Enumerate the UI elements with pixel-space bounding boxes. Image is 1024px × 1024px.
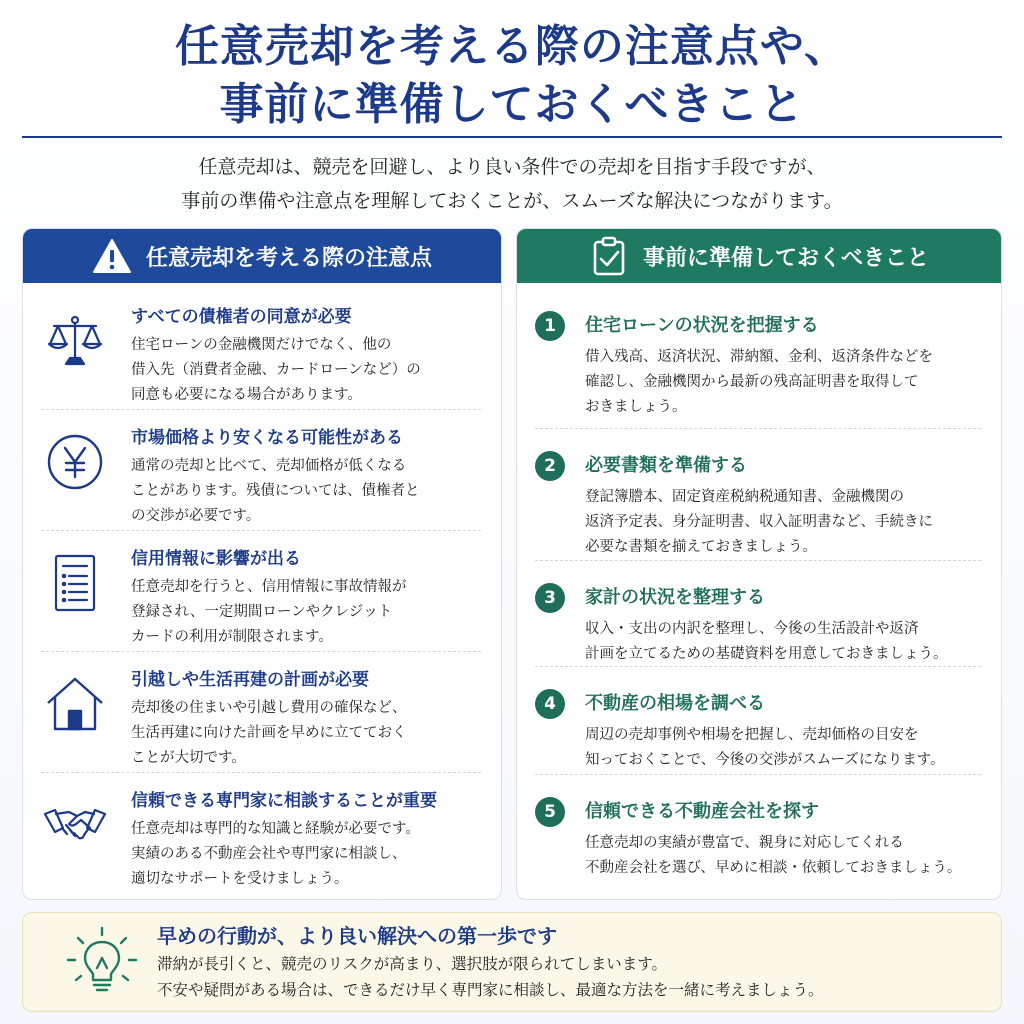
step-line: 知っておくことで、今後の交渉がスムーズになります。 — [585, 752, 945, 768]
cautions-header — [23, 229, 501, 283]
intro-line-1: 任意売却は、競売を回避し、より良い条件での売却を目指す手段ですが、 — [198, 156, 826, 178]
lightbulb-icon — [57, 917, 147, 1007]
caution-line: 売却後の住まいや引越し費用の確保など、 — [131, 700, 407, 716]
caution-line: 登録され、一定期間ローンやクレジット — [131, 604, 393, 620]
scale-icon — [41, 307, 109, 375]
caution-item — [41, 531, 481, 652]
step-number: 2 — [535, 451, 565, 481]
step-line: 必要な書類を揃えておきましょう。 — [585, 539, 817, 555]
caution-line: 同意も必要になる場合があります。 — [131, 387, 362, 403]
step-number: 4 — [535, 689, 565, 719]
banner-line-1: 滞納が長引くと、競売のリスクが高まり、選択肢が限られてしまいます。 — [157, 955, 667, 973]
caution-line: ことがあります。残債については、債権者と — [131, 483, 420, 499]
step-number: 5 — [535, 797, 565, 827]
intro-line-2: 事前の準備や注意点を理解しておくことが、スムーズな解決につながります。 — [181, 190, 843, 212]
title-line-1: 任意売却を考える際の注意点や、 — [174, 21, 850, 72]
step-line: 返済予定表、身分証明書、収入証明書など、手続きに — [585, 514, 933, 530]
step-number: 3 — [535, 583, 565, 613]
step-text — [585, 345, 981, 420]
step-title: 不動産の相場を調べる — [585, 693, 765, 714]
caution-title: 信用情報に影響が出る — [131, 549, 301, 569]
caution-text — [131, 817, 481, 892]
caution-line: 任意売却は専門的な知識と経験が必要です。 — [131, 821, 420, 837]
step-number: 1 — [535, 311, 565, 341]
step-line: 確認し、金融機関から最新の残高証明書を取得して — [585, 374, 919, 390]
caution-title: 信頼できる専門家に相談することが重要 — [131, 791, 437, 811]
clipboard-check-icon — [589, 236, 629, 276]
step-item — [535, 289, 981, 429]
title-line-2: 事前に準備しておくべきこと — [219, 79, 805, 130]
step-line: 収入・支出の内訳を整理し、今後の生活設計や返済 — [585, 621, 919, 637]
caution-line: カードの利用が制限されます。 — [131, 629, 333, 645]
caution-item — [41, 773, 481, 894]
caution-line: 借入先（消費者金融、カードローンなど）の — [131, 362, 421, 378]
step-line: おきましょう。 — [585, 399, 687, 415]
yen-icon — [41, 428, 109, 496]
preparation-header-label: 事前に準備しておくべきこと — [642, 245, 929, 271]
step-text — [585, 485, 981, 560]
caution-line: 実績のある不動産会社や専門家に相談し、 — [131, 846, 407, 862]
step-line: 借入残高、返済状況、滞納額、金利、返済条件などを — [585, 349, 933, 365]
step-title: 信頼できる不動産会社を探す — [585, 801, 819, 822]
caution-line: 通常の売却と比べて、売却価格が低くなる — [131, 458, 407, 474]
caution-item — [41, 410, 481, 531]
title-divider — [22, 136, 1002, 138]
step-line: 不動産会社を選び、早めに相談・依頼しておきましょう。 — [585, 860, 962, 876]
step-text — [585, 831, 981, 881]
step-line: 任意売却の実績が豊富で、親身に対応してくれる — [585, 835, 904, 851]
warning-icon — [92, 236, 132, 276]
banner-line-2: 不安や疑問がある場合は、できるだけ早く専門家に相談し、最適な方法を一緒に考えましょう。 — [157, 981, 824, 999]
caution-title: 引越しや生活再建の計画が必要 — [131, 670, 369, 690]
intro-text — [0, 150, 1024, 218]
step-line: 周辺の売却事例や相場を把握し、売却価格の目安を — [585, 727, 919, 743]
cautions-header-label: 任意売却を考える際の注意点 — [145, 245, 432, 271]
document-icon — [41, 549, 109, 617]
caution-line: 住宅ローンの金融機関だけでなく、他の — [131, 337, 392, 353]
banner-title: 早めの行動が、より良い解決への第一歩です — [157, 924, 557, 948]
caution-line: 生活再建に向けた計画を早めに立てておく — [131, 725, 407, 741]
caution-line: の交渉が必要です。 — [131, 508, 261, 524]
step-line: 計画を立てるための基礎資料を用意しておきましょう。 — [585, 646, 948, 662]
cautions-panel — [22, 228, 502, 900]
caution-line: 任意売却を行うと、信用情報に事故情報が — [131, 579, 407, 595]
caution-title: 市場価格より安くなる可能性がある — [131, 428, 403, 448]
caution-line: 適切なサポートを受けましょう。 — [131, 871, 349, 887]
step-title: 必要書類を準備する — [585, 455, 747, 476]
step-item — [535, 667, 981, 775]
handshake-icon — [41, 791, 109, 859]
caution-text — [131, 575, 481, 650]
caution-item — [41, 289, 481, 410]
step-title: 住宅ローンの状況を把握する — [585, 315, 819, 336]
step-item — [535, 429, 981, 561]
step-line: 登記簿謄本、固定資産税納税通知書、金融機関の — [585, 489, 904, 505]
step-text — [585, 617, 981, 667]
caution-text — [131, 696, 481, 771]
house-icon — [41, 670, 109, 738]
step-item — [535, 561, 981, 667]
step-title: 家計の状況を整理する — [585, 587, 765, 608]
caution-item — [41, 652, 481, 773]
preparation-panel — [516, 228, 1002, 900]
advice-banner — [22, 912, 1002, 1012]
caution-text — [131, 454, 481, 529]
caution-text — [131, 333, 481, 408]
caution-title: すべての債権者の同意が必要 — [131, 307, 352, 327]
page-title — [0, 18, 1024, 134]
preparation-header — [517, 229, 1001, 283]
caution-line: ことが大切です。 — [131, 750, 246, 766]
step-item — [535, 775, 981, 875]
step-text — [585, 723, 981, 773]
